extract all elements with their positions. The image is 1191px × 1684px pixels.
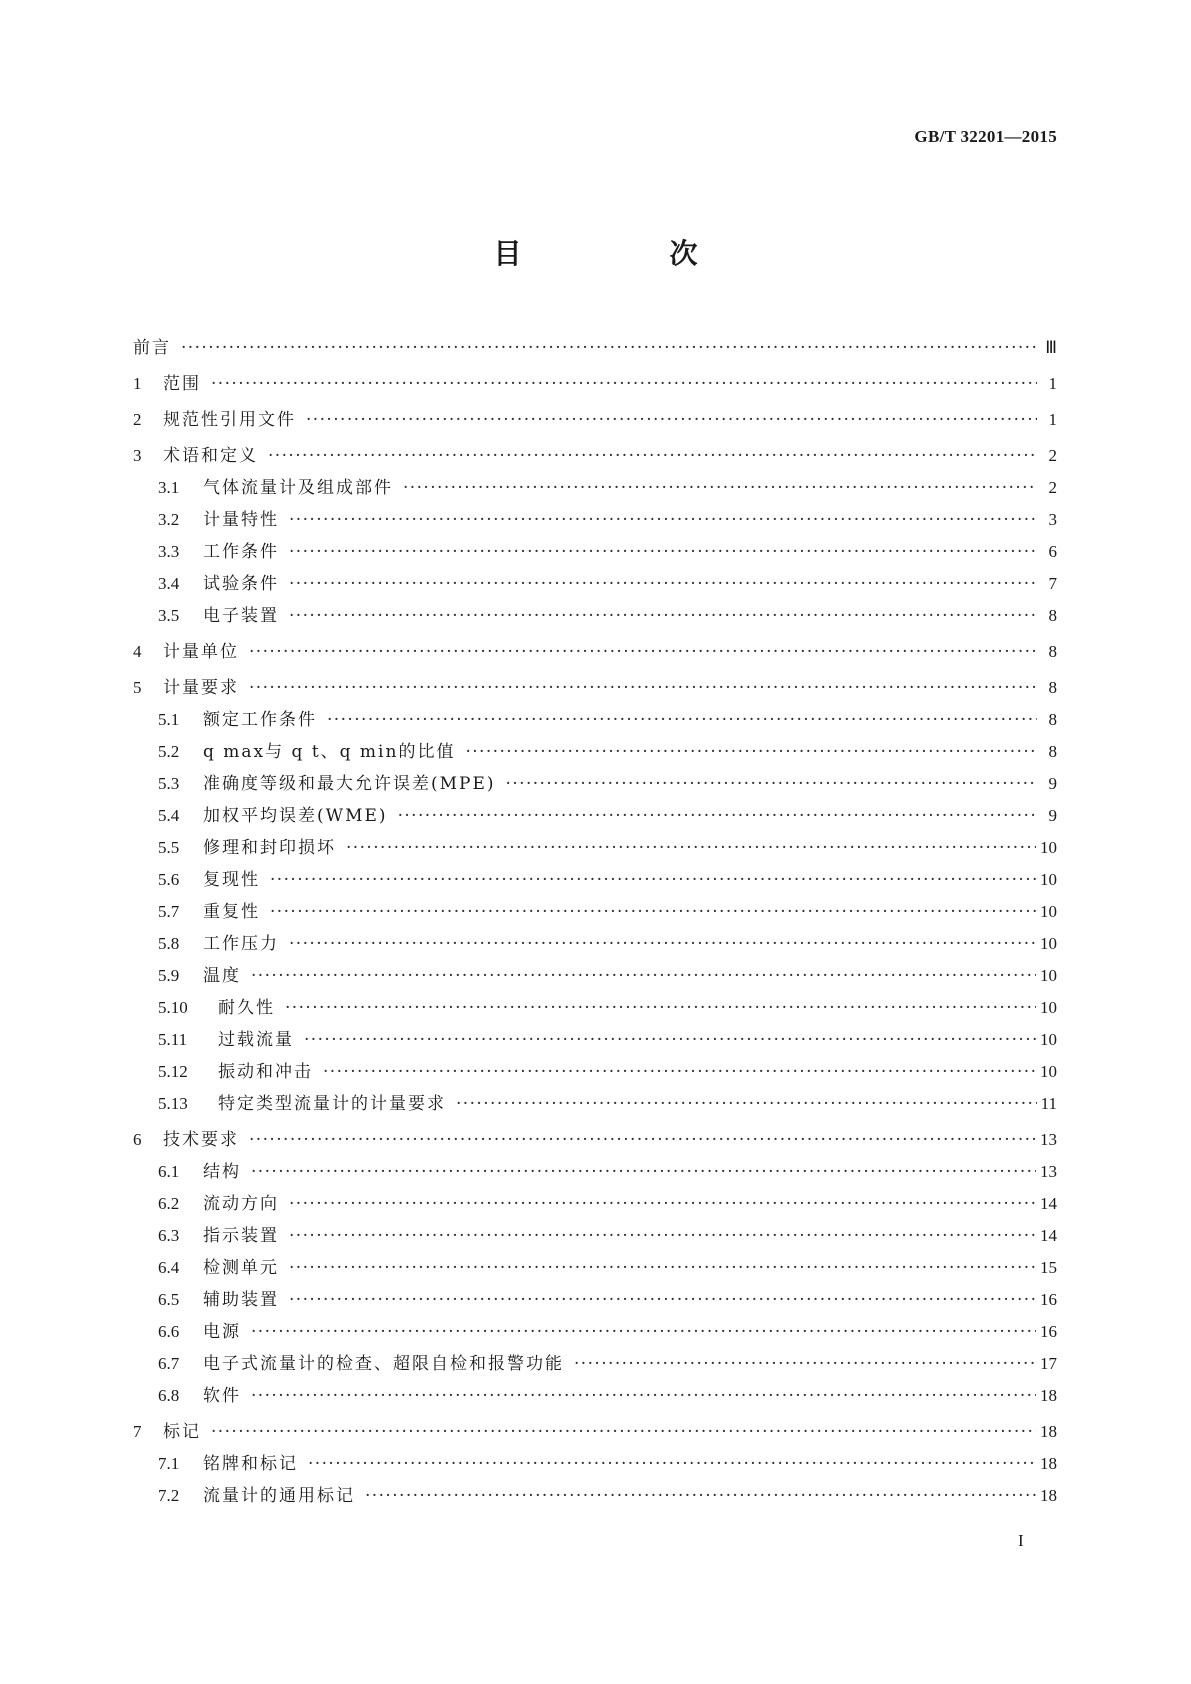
toc-entry-title: 电子式流量计的检查、超限自检和报警功能	[203, 1354, 564, 1374]
toc-dot-leader	[211, 374, 1037, 394]
toc-entry-number: 5.7	[158, 902, 180, 921]
toc-entry[interactable]	[133, 1481, 1057, 1513]
toc-entry-page: 10	[1040, 998, 1057, 1017]
toc-entry-page: 1	[1048, 374, 1057, 393]
toc-entry[interactable]	[133, 441, 1057, 473]
toc-entry-page: Ⅲ	[1045, 338, 1057, 357]
toc-entry-title: 准确度等级和最大允许误差(MPE)	[203, 774, 496, 794]
toc-entry-number: 5	[133, 678, 142, 697]
toc-entry-title: 气体流量计及组成部件	[203, 478, 393, 498]
toc-entry[interactable]	[133, 369, 1057, 401]
toc-dot-leader	[270, 902, 1036, 922]
toc-entry-title: 工作条件	[203, 542, 279, 562]
toc-entry[interactable]	[133, 1253, 1057, 1285]
toc-entry[interactable]	[133, 405, 1057, 437]
toc-entry-number: 3.2	[158, 510, 180, 529]
toc-entry[interactable]	[133, 737, 1057, 769]
toc-entry-page: 9	[1048, 806, 1057, 825]
toc-entry-number: 7	[133, 1422, 142, 1441]
toc-entry-title: 电子装置	[203, 606, 279, 626]
toc-dot-leader	[346, 838, 1036, 858]
toc-entry[interactable]	[133, 1285, 1057, 1317]
toc-entry-page: 10	[1040, 902, 1057, 921]
toc-entry-page: 11	[1040, 1094, 1057, 1113]
toc-entry-page: 8	[1048, 742, 1057, 761]
toc-entry[interactable]	[133, 961, 1057, 993]
toc-entry-number: 3.3	[158, 542, 180, 561]
toc-entry-number: 5.2	[158, 742, 180, 761]
toc-entry-page: 13	[1040, 1130, 1057, 1149]
toc-entry[interactable]	[133, 1381, 1057, 1413]
toc-dot-leader	[285, 998, 1036, 1018]
toc-entry-title: 技术要求	[163, 1130, 239, 1150]
toc-entry-page: 15	[1040, 1258, 1057, 1277]
toc-entry-number: 3	[133, 446, 142, 465]
toc-dot-leader	[289, 1258, 1036, 1278]
toc-entry[interactable]	[133, 1349, 1057, 1381]
toc-entry-page: 2	[1048, 446, 1057, 465]
toc-entry-number: 6.1	[158, 1162, 180, 1181]
toc-title: 目 次	[493, 237, 758, 270]
toc-entry-title: 术语和定义	[163, 446, 258, 466]
toc-entry-page: 18	[1040, 1422, 1057, 1441]
toc-entry-title: 工作压力	[203, 934, 279, 954]
toc-dot-leader	[456, 1094, 1037, 1114]
toc-entry[interactable]	[133, 1157, 1057, 1189]
toc-entry-page: 3	[1048, 510, 1057, 529]
toc-dot-leader	[289, 510, 1037, 530]
toc-entry-title: 耐久性	[218, 998, 275, 1018]
toc-entry-title: 加权平均误差(WME)	[203, 806, 388, 826]
toc-entry-number: 6.2	[158, 1194, 180, 1213]
toc-entry[interactable]	[133, 993, 1057, 1025]
toc-entry-title: 铭牌和标记	[203, 1454, 298, 1474]
toc-entry-title: 特定类型流量计的计量要求	[218, 1094, 446, 1114]
toc-entry-number: 6	[133, 1130, 142, 1149]
toc-entry[interactable]	[133, 1189, 1057, 1221]
toc-entry-title: 前言	[133, 338, 171, 358]
toc-entry-title: 复现性	[203, 870, 260, 890]
toc-entry[interactable]	[133, 473, 1057, 505]
toc-entry-title: 流量计的通用标记	[203, 1486, 355, 1506]
toc-entry-title: 计量单位	[163, 642, 239, 662]
toc-dot-leader	[289, 542, 1037, 562]
toc-entry-number: 5.10	[158, 998, 188, 1017]
toc-entry[interactable]	[133, 1057, 1057, 1089]
toc-entry-number: 6.4	[158, 1258, 180, 1277]
toc-entry-title: 规范性引用文件	[163, 410, 296, 430]
toc-dot-leader	[403, 478, 1037, 498]
toc-dot-leader	[304, 1030, 1036, 1050]
toc-dot-leader	[289, 1194, 1036, 1214]
toc-dot-leader	[251, 1162, 1036, 1182]
toc-entry-page: 16	[1040, 1290, 1057, 1309]
toc-entry-page: 14	[1040, 1226, 1057, 1245]
toc-dot-leader	[251, 966, 1036, 986]
toc-entry-page: 18	[1040, 1486, 1057, 1505]
toc-entry-page: 10	[1040, 1030, 1057, 1049]
toc-entry[interactable]	[133, 705, 1057, 737]
toc-entry-page: 13	[1040, 1162, 1057, 1181]
toc-entry[interactable]	[133, 833, 1057, 865]
toc-entry-title: 振动和冲击	[218, 1062, 313, 1082]
toc-entry-page: 9	[1048, 774, 1057, 793]
toc-entry-number: 6.6	[158, 1322, 180, 1341]
toc-dot-leader	[251, 1322, 1036, 1342]
toc-entry-page: 17	[1040, 1354, 1057, 1373]
toc-entry[interactable]	[133, 637, 1057, 669]
toc-entry-title: 结构	[203, 1162, 241, 1182]
toc-dot-leader	[249, 678, 1037, 698]
toc-entry-title: 额定工作条件	[203, 710, 317, 730]
toc-entry[interactable]	[133, 1221, 1057, 1253]
toc-entry[interactable]	[133, 1417, 1057, 1449]
toc-entry-number: 5.4	[158, 806, 180, 825]
toc-dot-leader	[289, 606, 1037, 626]
toc-entry-number: 5.12	[158, 1062, 188, 1081]
toc-entry[interactable]	[133, 333, 1057, 365]
toc-dot-leader	[398, 806, 1037, 826]
toc-entry-number: 7.2	[158, 1486, 180, 1505]
toc-entry-number: 1	[133, 374, 142, 393]
toc-entry-number: 5.3	[158, 774, 180, 793]
toc-entry[interactable]	[133, 569, 1057, 601]
toc-entry-title: 计量要求	[163, 678, 239, 698]
toc-entry-title: 修理和封印损坏	[203, 838, 336, 858]
toc-entry-number: 5.13	[158, 1094, 188, 1113]
toc-entry-number: 4	[133, 642, 142, 661]
toc-dot-leader	[323, 1062, 1036, 1082]
toc-entry-page: 8	[1048, 678, 1057, 697]
toc-dot-leader	[306, 410, 1037, 430]
toc-entry[interactable]	[133, 601, 1057, 633]
toc-entry-number: 5.9	[158, 966, 180, 985]
toc-entry-page: 6	[1048, 542, 1057, 561]
toc-entry-number: 6.8	[158, 1386, 180, 1405]
toc-entry-page: 18	[1040, 1386, 1057, 1405]
toc-entry[interactable]	[133, 1025, 1057, 1057]
toc-entry-title: 过载流量	[218, 1030, 294, 1050]
toc-entry-number: 5.6	[158, 870, 180, 889]
toc-entry[interactable]	[133, 897, 1057, 929]
toc-entry-title: 检测单元	[203, 1258, 279, 1278]
toc-dot-leader	[289, 934, 1036, 954]
table-of-contents	[133, 333, 1057, 1513]
toc-entry-title: 计量特性	[203, 510, 279, 530]
toc-entry-page: 8	[1048, 642, 1057, 661]
toc-dot-leader	[268, 446, 1037, 466]
standard-number: GB/T 32201—2015	[914, 127, 1057, 146]
toc-entry-page: 1	[1048, 410, 1057, 429]
toc-entry-page: 10	[1040, 934, 1057, 953]
toc-entry-number: 3.5	[158, 606, 180, 625]
toc-entry-number: 7.1	[158, 1454, 180, 1473]
toc-entry-page: 10	[1040, 1062, 1057, 1081]
toc-entry-number: 6.3	[158, 1226, 180, 1245]
toc-entry-number: 5.8	[158, 934, 180, 953]
toc-dot-leader	[465, 742, 1037, 762]
toc-entry-number: 5.1	[158, 710, 180, 729]
toc-entry-number: 5.5	[158, 838, 180, 857]
toc-entry-number: 5.11	[158, 1030, 188, 1049]
toc-entry-number: 3.4	[158, 574, 180, 593]
toc-entry[interactable]	[133, 1089, 1057, 1121]
toc-entry-page: 8	[1048, 606, 1057, 625]
toc-entry-title: 电源	[203, 1322, 241, 1342]
toc-entry[interactable]	[133, 769, 1057, 801]
toc-entry-page: 14	[1040, 1194, 1057, 1213]
toc-dot-leader	[249, 1130, 1036, 1150]
toc-entry-title: 软件	[203, 1386, 241, 1406]
toc-dot-leader	[251, 1386, 1036, 1406]
toc-entry-title: q max与 q t、q min的比值	[203, 742, 456, 762]
toc-entry-title: 标记	[163, 1422, 201, 1442]
toc-entry[interactable]	[133, 1125, 1057, 1157]
toc-entry[interactable]	[133, 673, 1057, 705]
toc-entry[interactable]	[133, 537, 1057, 569]
toc-entry[interactable]	[133, 929, 1057, 961]
toc-entry-page: 2	[1048, 478, 1057, 497]
toc-entry-page: 18	[1040, 1454, 1057, 1473]
toc-entry[interactable]	[133, 1449, 1057, 1481]
toc-entry-number: 3.1	[158, 478, 180, 497]
toc-dot-leader	[506, 774, 1037, 794]
toc-dot-leader	[574, 1354, 1036, 1374]
toc-dot-leader	[181, 338, 1037, 358]
toc-dot-leader	[289, 1226, 1036, 1246]
toc-entry-number: 6.7	[158, 1354, 180, 1373]
toc-dot-leader	[327, 710, 1037, 730]
toc-entry-number: 2	[133, 410, 142, 429]
toc-entry-title: 流动方向	[203, 1194, 279, 1214]
toc-entry-title: 温度	[203, 966, 241, 986]
toc-entry-title: 重复性	[203, 902, 260, 922]
toc-dot-leader	[249, 642, 1037, 662]
toc-dot-leader	[211, 1422, 1036, 1442]
toc-entry-page: 7	[1048, 574, 1057, 593]
toc-entry-page: 10	[1040, 870, 1057, 889]
toc-entry-page: 10	[1040, 966, 1057, 985]
footer-page-number: I	[1018, 1531, 1024, 1550]
toc-entry-title: 辅助装置	[203, 1290, 279, 1310]
toc-entry-number: 6.5	[158, 1290, 180, 1309]
toc-dot-leader	[289, 1290, 1036, 1310]
toc-entry-title: 指示装置	[203, 1226, 279, 1246]
toc-entry-title: 试验条件	[203, 574, 279, 594]
toc-entry[interactable]	[133, 865, 1057, 897]
toc-dot-leader	[289, 574, 1037, 594]
toc-entry-page: 16	[1040, 1322, 1057, 1341]
toc-dot-leader	[308, 1454, 1036, 1474]
toc-entry-title: 范围	[163, 374, 201, 394]
toc-entry[interactable]	[133, 1317, 1057, 1349]
toc-entry-page: 8	[1048, 710, 1057, 729]
toc-dot-leader	[365, 1486, 1036, 1506]
toc-entry-page: 10	[1040, 838, 1057, 857]
toc-entry[interactable]	[133, 801, 1057, 833]
toc-entry[interactable]	[133, 505, 1057, 537]
toc-dot-leader	[270, 870, 1036, 890]
